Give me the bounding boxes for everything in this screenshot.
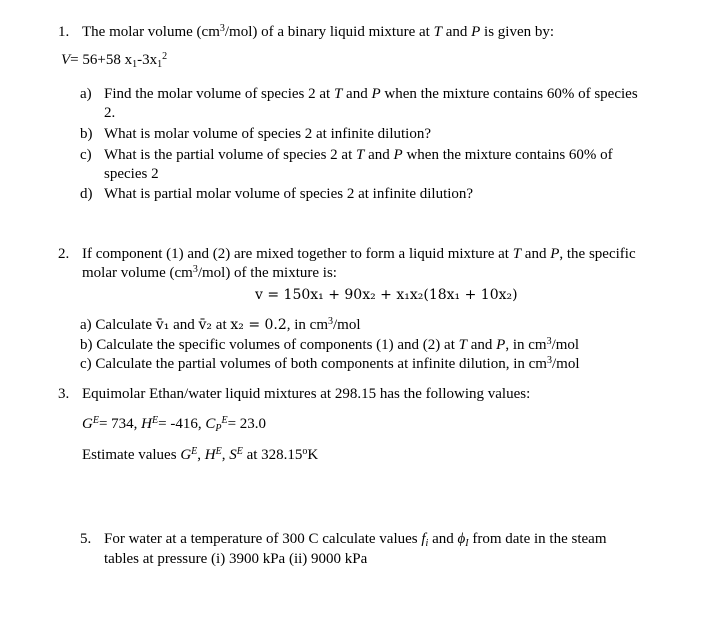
q1-d-label: d)	[80, 186, 93, 202]
q1-c-label: c)	[80, 147, 92, 163]
q2-equation: v = 150x₁ + 90x₂ + x₁x₂(18x₁ + 10x₂)	[255, 287, 518, 303]
q3-values: $G^E= 734$, $H^E= -416$, $C_P^E= 23.0$	[82, 415, 267, 434]
q5-number: 5.	[80, 531, 92, 547]
q3-intro: Equimolar Ethan/water liquid mixtures at 298.15 has the following values:	[82, 386, 531, 402]
q1-c-text-cont: species 2	[104, 166, 159, 182]
q5-line1: For water at a temperature of 300 C calculate values $f_i$ and $\phi_I$ from date in the steam	[104, 531, 607, 549]
q1-number: 1.	[58, 24, 70, 40]
q2-a: a) Calculate v̄₁ and v̄₂ at x₂ = 0.2, in $cm^3$/mol	[80, 316, 361, 333]
q1-c-text: What is the partial volume of species 2 at T and P when the mixture contains 60% of	[104, 147, 613, 163]
q1-a-text-cont: 2.	[104, 105, 116, 121]
q3-number: 3.	[58, 386, 70, 402]
q1-a-text: Find the molar volume of species 2 at T and P when the mixture contains 60% of species	[104, 86, 638, 102]
q2-c: c) Calculate the partial volumes of both components at infinite dilution, in $cm^3$/mol	[80, 355, 580, 372]
q1-d-text: What is partial molar volume of species 2 at infinite dilution?	[104, 186, 474, 202]
q3-estimate: Estimate values $G^E$, $H^E$, $S^E$ at 328.15$^o$K	[82, 446, 319, 463]
q1-intro: The molar volume $(cm^3/mol)$ of a binary liquid mixture at T and P is given by:	[82, 23, 555, 40]
q2-b: b) Calculate the specific volumes of components (1) and (2) at T and P, in $cm^3$/mol	[80, 336, 580, 353]
q2-line1: If component (1) and (2) are mixed together to form a liquid mixture at T and P, the specific	[82, 246, 636, 262]
q2-number: 2.	[58, 246, 70, 262]
q1-b-text: What is molar volume of species 2 at infinite dilution?	[104, 126, 432, 142]
q1-b-label: b)	[80, 126, 93, 142]
q1-a-label: a)	[80, 86, 92, 102]
q1-equation: V= 56+58 $x_1-3x_1^2$	[61, 51, 168, 70]
q2-line2: molar volume $(cm^3/mol)$ of the mixture is:	[82, 264, 337, 281]
q5-line2: tables at pressure (i) 3900 kPa (ii) 9000 kPa	[104, 551, 368, 567]
